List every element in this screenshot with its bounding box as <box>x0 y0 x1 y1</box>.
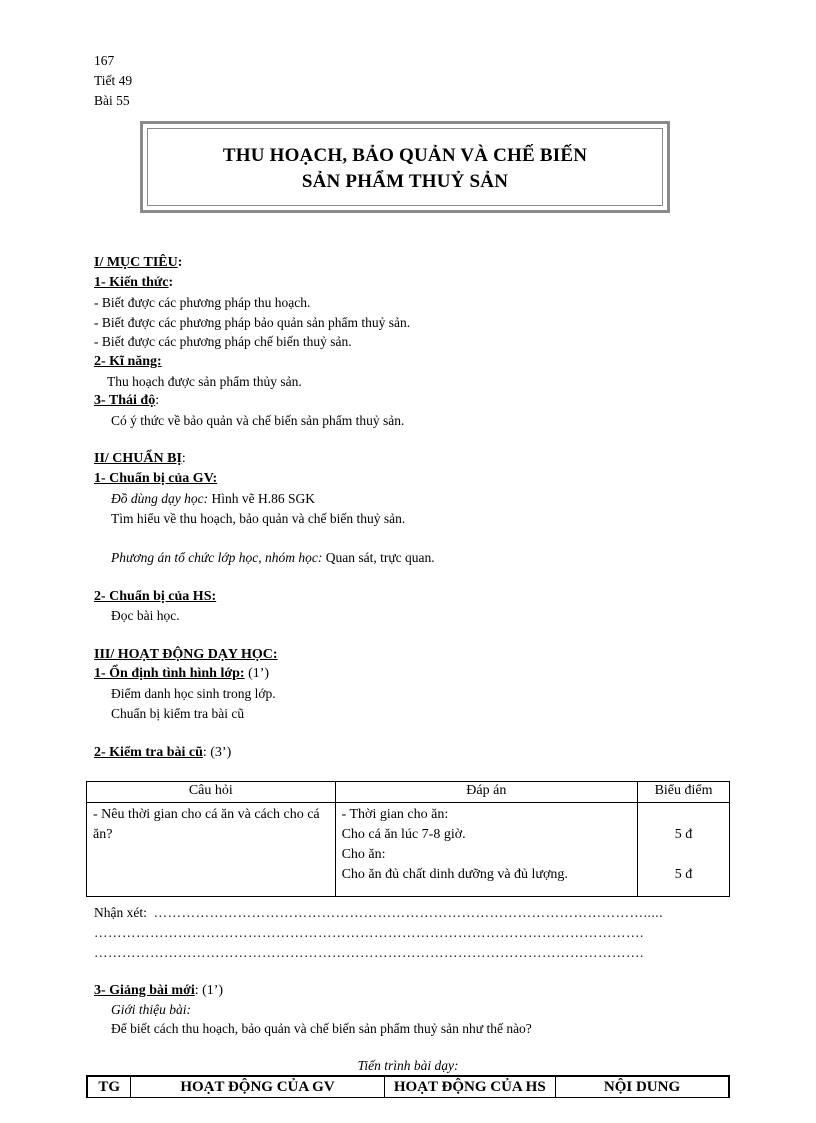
stabilize-line: Chuẩn bị kiểm tra bài cũ <box>111 706 245 721</box>
section-preparation-heading: II/ CHUẨN BỊ: <box>94 451 186 466</box>
column-header-time: TG <box>87 1076 131 1098</box>
teacher-prep-heading: 1- Chuẩn bị của GV: <box>94 471 218 486</box>
column-header-student-activity: HOẠT ĐỘNG CỦA HS <box>384 1076 555 1098</box>
page-number: 167 <box>94 53 115 68</box>
score-line <box>644 845 723 865</box>
title-box <box>140 121 670 213</box>
student-prep-text: Đọc bài học. <box>111 608 180 623</box>
title-line-2: SẢN PHẨM THUỶ SẢN <box>301 171 509 192</box>
review-table <box>86 781 730 897</box>
answer-line: Cho cá ăn lúc 7-8 giờ. <box>341 827 466 842</box>
column-header-teacher-activity: HOẠT ĐỘNG CỦA GV <box>131 1076 384 1098</box>
new-lesson-heading: 3- Giảng bài mới: (1’) <box>94 983 224 998</box>
teacher-research: Tìm hiểu về thu hoạch, bảo quản và chế biến thuỷ sản. <box>111 511 406 526</box>
knowledge-heading: 1- Kiến thức: <box>94 275 174 290</box>
comment-dots: ………………………………………………………………………………………………………. <box>94 945 644 960</box>
attitude-heading: 3- Thái độ: <box>94 393 160 408</box>
skills-heading: 2- Kĩ năng: <box>94 354 162 369</box>
lesson-period: Tiết 49 <box>94 73 133 88</box>
process-title: Tiến trình bài dạy: <box>357 1058 459 1073</box>
answer-cell <box>335 803 638 897</box>
process-table <box>86 1075 730 1098</box>
column-header-score: Biểu điểm <box>638 782 730 803</box>
teaching-tools: Đồ dùng dạy học: Hình vẽ H.86 SGK <box>111 491 315 506</box>
score-line <box>644 805 723 825</box>
knowledge-item: - Biết được các phương pháp thu hoạch. <box>94 295 311 310</box>
lesson-number: Bài 55 <box>94 93 130 108</box>
stabilize-class-heading: 1- Ổn định tình hình lớp: (1’) <box>94 666 270 681</box>
table-header-row <box>87 782 730 803</box>
comment-line: Nhận xét: ……………………………………………………………………………………………..... <box>94 905 663 920</box>
question-cell: - Nêu thời gian cho cá ăn và cách cho cá ăn? <box>87 803 336 897</box>
answer-line: Cho ăn đủ chất dinh dưỡng và đủ lượng. <box>341 867 568 882</box>
stabilize-line: Điểm danh học sinh trong lớp. <box>111 686 276 701</box>
section-objectives-heading: I/ MỤC TIÊU: <box>94 255 183 270</box>
skills-text: Thu hoạch được sản phẩm thủy sản. <box>107 374 302 389</box>
intro-label: Giới thiệu bài: <box>111 1002 191 1017</box>
knowledge-item: - Biết được các phương pháp chế biến thuỷ sản. <box>94 334 352 349</box>
score-line: 5 đ <box>674 827 693 842</box>
student-prep-heading: 2- Chuẩn bị của HS: <box>94 589 217 604</box>
table-row <box>87 803 730 897</box>
answer-line: - Thời gian cho ăn: <box>341 807 449 822</box>
column-header-question: Câu hỏi <box>87 782 336 803</box>
answer-line: Cho ăn: <box>341 847 386 862</box>
review-heading: 2- Kiểm tra bài cũ: (3’) <box>94 745 232 760</box>
column-header-content: NỘI DUNG <box>556 1076 729 1098</box>
comment-dots: ………………………………………………………………………………………………………. <box>94 925 644 940</box>
score-cell <box>638 803 730 897</box>
section-activities-heading: III/ HOẠT ĐỘNG DẠY HỌC: <box>94 647 278 662</box>
attitude-text: Có ý thức về bảo quản và chế biến sản phẩm thuỷ sản. <box>111 413 405 428</box>
knowledge-item: - Biết được các phương pháp bảo quản sản phẩm thuỷ sản. <box>94 315 411 330</box>
table-header-row <box>87 1076 729 1098</box>
intro-text: Để biết cách thu hoạch, bảo quản và chế biến sản phẩm thuỷ sản như thế nào? <box>111 1021 532 1036</box>
column-header-answer: Đáp án <box>335 782 638 803</box>
class-organization-method: Phương án tổ chức lớp học, nhóm học: Quan sát, trực quan. <box>111 550 435 565</box>
title-line-1: THU HOẠCH, BẢO QUẢN VÀ CHẾ BIẾN <box>222 145 588 166</box>
score-line: 5 đ <box>674 867 693 882</box>
